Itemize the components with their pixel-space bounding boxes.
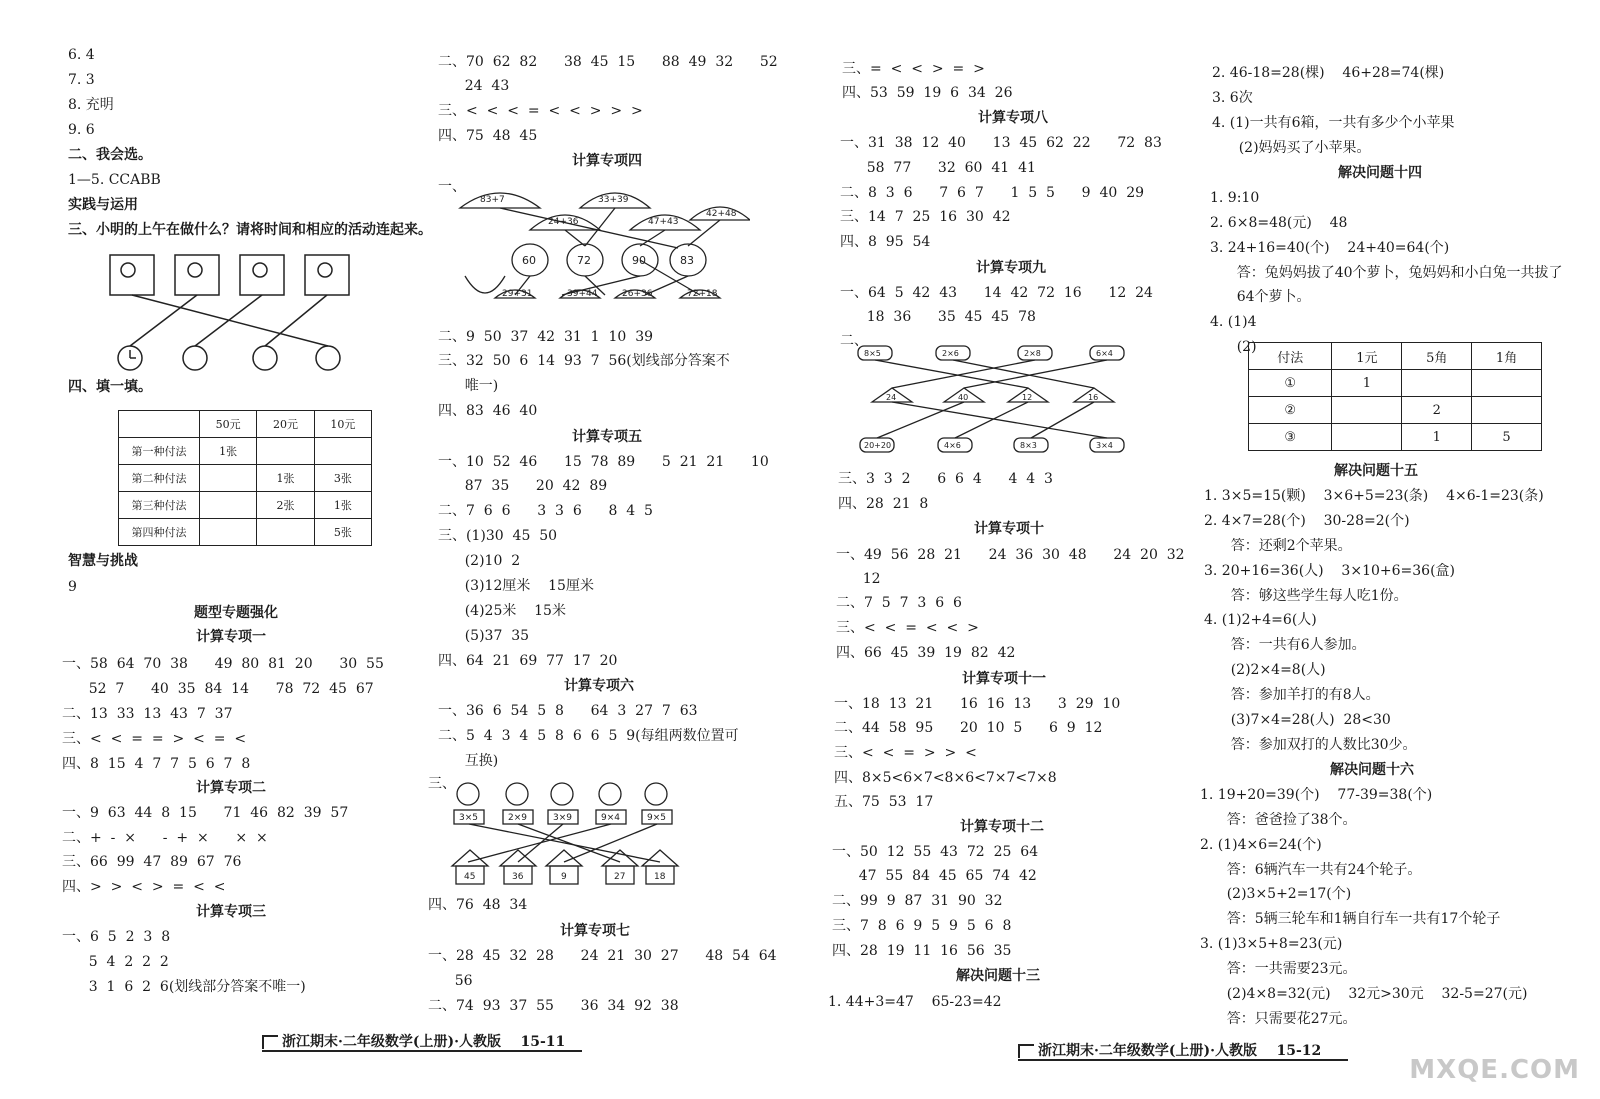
table-cell: 1 <box>1332 370 1402 397</box>
answer-line: 18 36 35 45 45 78 <box>840 309 1036 325</box>
animal-card-label: 3×9 <box>553 813 572 823</box>
answer-line: 4. (1)一共有6箱，一共有多少个小苹果 <box>1212 115 1455 131</box>
answer-line: (3)7×4=28(人) 28<30 <box>1204 712 1391 728</box>
block-title: 计算专项九 <box>976 260 1046 276</box>
answer-line: 四、28 19 11 16 56 35 <box>832 943 1012 959</box>
answer-line: 答：只需要花27元。 <box>1200 1011 1357 1027</box>
table-cell: 1 <box>1402 424 1472 451</box>
answer-line: 二、9 50 37 42 31 1 10 39 <box>438 329 654 345</box>
answer-line: 答：爸爸捡了38个。 <box>1200 812 1357 828</box>
answer-line: 4. (1)2+4=6(人) <box>1204 612 1317 628</box>
mushroom-top-label: 83+7 <box>480 195 505 205</box>
page-footer-right <box>1018 1040 1321 1060</box>
answer-line: 三、3 3 2 6 6 4 4 4 3 <box>838 471 1053 487</box>
table-cell: ③ <box>1249 424 1332 451</box>
answer-line: 4. (1)4 <box>1210 314 1257 330</box>
answer-line: 四、8 95 54 <box>840 234 931 250</box>
answer-line: 二、44 58 95 20 10 5 6 9 12 <box>834 720 1103 736</box>
answer-line: (2)4×8=32(元) 32元>30元 32-5=27(元) <box>1200 986 1528 1002</box>
answer-line: 一、50 12 55 43 72 25 64 <box>832 844 1039 860</box>
top-card-label: 8×5 <box>864 349 881 358</box>
table-cell: 50元 <box>200 411 257 438</box>
mushroom-bottom-label: 72+18 <box>687 289 718 299</box>
basket-label: 72 <box>577 254 591 267</box>
answer-line: 52 7 40 35 84 14 78 72 45 67 <box>62 681 374 697</box>
answer-line: 9 <box>68 579 77 595</box>
answer-line: (2) <box>1210 339 1257 355</box>
answer-line: 四、28 21 8 <box>838 496 929 512</box>
block-title: 计算专项十二 <box>960 819 1044 835</box>
answer-line: 一、6 5 2 3 8 <box>62 929 171 945</box>
answer-line: 一、28 45 32 28 24 21 30 27 48 54 64 <box>428 948 777 964</box>
answer-line: 答：参加双打的人数比30少。 <box>1204 737 1417 753</box>
answer-line: 1—5. CCABB <box>68 172 161 188</box>
answer-line: 唯一) <box>438 378 499 394</box>
answer-line: 47 55 84 45 65 74 42 <box>832 868 1037 884</box>
middle-label: 40 <box>958 393 969 402</box>
top-card-label: 2×8 <box>1024 349 1041 358</box>
question-line: 三、小明的上午在做什么？请将时间和相应的活动连起来。 <box>68 222 432 238</box>
answer-line: 1. 44+3=47 65-23=42 <box>828 994 1002 1010</box>
mushroom-top-label: 47+43 <box>648 217 679 227</box>
answer-line: 6. 4 <box>68 47 95 63</box>
answer-line: 三、< < = = > < = < <box>62 731 247 747</box>
top-card-label: 2×6 <box>942 349 959 358</box>
answer-line: 答：一共需要23元。 <box>1200 961 1357 977</box>
answer-line: 三、32 50 6 14 93 7 56(划线部分答案不 <box>438 353 730 369</box>
answer-line: 56 <box>428 973 473 989</box>
mushroom-bottom-label: 29+31 <box>502 289 533 299</box>
answer-line: 一、49 56 28 21 24 36 30 48 24 20 32 <box>836 547 1185 563</box>
answer-line: 一、36 6 54 5 8 64 3 27 7 63 <box>438 703 698 719</box>
block-title: 计算专项十一 <box>962 671 1046 687</box>
answer-line: 四、> > < > = < < <box>62 879 226 895</box>
answer-line: 二、7 6 6 3 3 6 8 4 5 <box>438 503 653 519</box>
middle-label: 24 <box>886 393 897 402</box>
answer-line: (5)37 35 <box>438 628 530 644</box>
answer-line: 二、74 93 37 55 36 34 92 38 <box>428 998 679 1014</box>
table-cell: 第四种付法 <box>119 519 200 546</box>
answer-line: 四、66 45 39 19 82 42 <box>836 645 1016 661</box>
house-label: 45 <box>464 872 476 882</box>
answer-line: 3. 20+16=36(人) 3×10+6=36(盒) <box>1204 563 1455 579</box>
coin-payment-table <box>1248 342 1542 451</box>
animal-card-label: 9×4 <box>601 813 620 823</box>
answer-line: 2. 46-18=28(棵) 46+28=74(棵) <box>1212 65 1445 81</box>
table-row <box>119 492 372 519</box>
answer-line: 四、75 48 45 <box>438 128 538 144</box>
answer-line: 三、66 99 47 89 67 76 <box>62 854 242 870</box>
mushroom-top-label: 33+39 <box>598 195 629 205</box>
footer-bracket-icon <box>262 1035 278 1049</box>
table-cell: 2张 <box>257 492 314 519</box>
watermark: MXQE.COM <box>1409 1055 1580 1085</box>
table-cell <box>314 438 371 465</box>
block-title: 计算专项八 <box>978 110 1048 126</box>
table-row <box>119 465 372 492</box>
block-title: 解决问题十四 <box>1338 165 1422 181</box>
middle-label: 16 <box>1088 393 1099 402</box>
table-header-row <box>1249 343 1542 370</box>
answer-line: (2)2×4=8(人) <box>1204 662 1326 678</box>
basket-label: 90 <box>632 254 646 267</box>
table-cell: 10元 <box>314 411 371 438</box>
section-heading: 实践与运用 <box>68 197 138 213</box>
footer-text: 浙江期末·二年级数学(上册)·人教版 15-12 <box>1038 1043 1322 1059</box>
section-heading: 二、我会选。 <box>68 147 152 163</box>
animal-card-label: 2×9 <box>508 813 527 823</box>
answer-line: 四、83 46 40 <box>438 403 538 419</box>
answer-line: 3. (1)3×5+8=23(元) <box>1200 936 1343 952</box>
answer-line: 二、70 62 82 38 45 15 88 49 32 52 <box>438 54 778 70</box>
answer-line: 二、8 3 6 7 6 7 1 5 5 9 40 29 <box>840 185 1145 201</box>
answer-line: 1. 3×5=15(颗) 3×6+5=23(条) 4×6-1=23(条) <box>1204 488 1544 504</box>
footer-underline <box>1018 1059 1348 1061</box>
answer-line: 答：5辆三轮车和1辆自行车一共有17个轮子 <box>1200 911 1501 927</box>
answer-line: 答：够这些学生每人吃1份。 <box>1204 588 1408 604</box>
table-cell: 付法 <box>1249 343 1332 370</box>
answer-line: 四、8×5<6×7<8×6<7×7<7×8 <box>834 770 1057 786</box>
animal-card-label: 3×5 <box>459 813 478 823</box>
table-cell: 1角 <box>1472 343 1542 370</box>
table-cell <box>200 519 257 546</box>
answer-line: 9. 6 <box>68 122 95 138</box>
animal-card-label: 9×5 <box>647 813 666 823</box>
section-title: 题型专题强化 <box>194 605 278 621</box>
answer-line: 二、7 5 7 3 6 6 <box>836 595 962 611</box>
answer-line: 5 4 2 2 2 <box>62 954 169 970</box>
answer-line: 四、8 15 4 7 7 5 6 7 8 <box>62 756 251 772</box>
table-cell: 1元 <box>1332 343 1402 370</box>
table-cell: 20元 <box>257 411 314 438</box>
table-cell: 1张 <box>257 465 314 492</box>
bottom-card-label: 8×3 <box>1020 441 1037 450</box>
table-cell <box>257 438 314 465</box>
block-title: 解决问题十六 <box>1330 762 1414 778</box>
table-cell <box>1402 370 1472 397</box>
table-cell: 1张 <box>314 492 371 519</box>
answer-line: (2)妈妈买了小苹果。 <box>1212 140 1371 156</box>
section-heading: 智慧与挑战 <box>68 553 138 569</box>
answer-line: 64个萝卜。 <box>1210 289 1311 305</box>
answer-line: 四、53 59 19 6 34 26 <box>842 85 1013 101</box>
answer-line: 答：兔妈妈拔了40个萝卜，兔妈妈和小白兔一共拔了 <box>1210 265 1563 281</box>
multiplication-matching <box>852 338 1132 462</box>
answer-line: 答：还剩2个苹果。 <box>1204 538 1352 554</box>
table-cell: 5角 <box>1402 343 1472 370</box>
answer-line: 3. 6次 <box>1212 90 1253 106</box>
top-card-label: 6×4 <box>1096 349 1113 358</box>
block-title: 计算专项六 <box>564 678 634 694</box>
block-title: 解决问题十三 <box>956 968 1040 984</box>
answer-line: 二、 <box>840 333 868 349</box>
house-label: 9 <box>561 872 567 882</box>
table-cell: 5 <box>1472 424 1542 451</box>
payment-table <box>118 410 372 546</box>
answer-line: 一、58 64 70 38 49 80 81 20 30 55 <box>62 656 384 672</box>
answer-line: 答：一共有6人参加。 <box>1204 637 1366 653</box>
answer-line: 四、64 21 69 77 17 20 <box>438 653 618 669</box>
block-title: 计算专项五 <box>572 429 642 445</box>
table-cell <box>1472 370 1542 397</box>
mushroom-bottom-label: 26+36 <box>622 289 653 299</box>
activity-matching-illustration <box>100 250 360 372</box>
mushroom-basket-matching <box>450 180 750 320</box>
answer-line: (4)25米 15米 <box>438 603 566 619</box>
answer-line: 24 43 <box>438 78 510 94</box>
answer-line: 7. 3 <box>68 72 95 88</box>
answer-line: 一、9 63 44 8 15 71 46 82 39 57 <box>62 805 349 821</box>
answer-line: 二、+ - × - + × × × <box>62 830 268 846</box>
footer-underline <box>262 1050 582 1052</box>
table-cell <box>200 492 257 519</box>
answer-line: 8. 充明 <box>68 97 114 113</box>
block-title: 计算专项十 <box>974 521 1044 537</box>
block-title: 计算专项七 <box>560 923 630 939</box>
table-cell <box>200 465 257 492</box>
answer-line: 三、14 7 25 16 30 42 <box>840 209 1011 225</box>
answer-line: 三、(1)30 45 50 <box>438 528 558 544</box>
basket-label: 60 <box>522 254 536 267</box>
middle-label: 12 <box>1022 393 1033 402</box>
bottom-card-label: 4×6 <box>944 441 961 450</box>
mushroom-top-label: 42+48 <box>706 209 737 219</box>
fill-in-heading: 四、填一填。 <box>68 379 152 395</box>
table-row <box>119 438 372 465</box>
answer-line: 二、99 9 87 31 90 32 <box>832 893 1003 909</box>
table-cell: 1张 <box>200 438 257 465</box>
answer-line: 2. 6×8=48(元) 48 <box>1210 215 1348 231</box>
mushroom-bottom-label: 39+44 <box>567 289 598 299</box>
table-cell: 第一种付法 <box>119 438 200 465</box>
house-label: 36 <box>512 872 524 882</box>
answer-line: 一、18 13 21 16 16 13 3 29 10 <box>834 696 1121 712</box>
table-cell: ② <box>1249 397 1332 424</box>
table-header-row <box>119 411 372 438</box>
answer-line: 三、 <box>428 776 456 792</box>
answer-line: 互换) <box>438 753 499 769</box>
answer-line: 一、64 5 42 43 14 42 72 16 12 24 <box>840 285 1153 301</box>
basket-label: 83 <box>680 254 694 267</box>
mushroom-top-label: 24+36 <box>548 217 579 227</box>
answer-line: 1. 19+20=39(个) 77-39=38(个) <box>1200 787 1433 803</box>
answer-line: 二、13 33 13 43 7 37 <box>62 706 233 722</box>
answer-line: 一、31 38 12 40 13 45 62 22 72 83 <box>840 135 1162 151</box>
answer-line: 一、 <box>438 179 466 195</box>
table-row <box>1249 424 1542 451</box>
answer-line: 2. (1)4×6=24(个) <box>1200 837 1322 853</box>
answer-line: 2. 4×7=28(个) 30-28=2(个) <box>1204 513 1410 529</box>
block-title: 计算专项一 <box>196 629 266 645</box>
footer-bracket-icon <box>1018 1044 1034 1058</box>
block-title: 计算专项三 <box>196 904 266 920</box>
house-label: 27 <box>614 872 626 882</box>
table-cell: 2 <box>1402 397 1472 424</box>
table-cell: 3张 <box>314 465 371 492</box>
block-title: 计算专项四 <box>572 153 642 169</box>
answer-line: 三、7 8 6 9 5 9 5 6 8 <box>832 918 1012 934</box>
table-row <box>1249 370 1542 397</box>
answer-line: 58 77 32 60 41 41 <box>840 160 1036 176</box>
answer-line: 三、< < = > > < <box>834 745 977 761</box>
answer-line: 二、5 4 3 4 5 8 6 6 5 9(每组两数位置可 <box>438 728 739 744</box>
page-footer-left <box>262 1031 565 1051</box>
answer-line: 五、75 53 17 <box>834 794 934 810</box>
answer-line: 3 1 6 2 6(划线部分答案不唯一) <box>62 979 306 995</box>
block-title: 计算专项二 <box>196 780 266 796</box>
answer-line: 一、10 52 46 15 78 89 5 21 21 10 <box>438 454 769 470</box>
answer-line: 1. 9:10 <box>1210 190 1260 206</box>
answer-line: 12 <box>836 571 881 587</box>
bottom-card-label: 20+20 <box>864 441 892 450</box>
bottom-card-label: 3×4 <box>1096 441 1113 450</box>
table-cell <box>257 519 314 546</box>
table-cell <box>1332 424 1402 451</box>
answer-line: (3)12厘米 15厘米 <box>438 578 594 594</box>
block-title: 解决问题十五 <box>1334 463 1418 479</box>
answer-line: 87 35 20 42 89 <box>438 478 608 494</box>
answer-line: 答：参加羊打的有8人。 <box>1204 687 1380 703</box>
animal-house-matching <box>440 778 690 888</box>
answer-line: 四、76 48 34 <box>428 897 528 913</box>
answer-line: 三、< < < = < < > > > <box>438 103 643 119</box>
table-cell: 第二种付法 <box>119 465 200 492</box>
table-cell <box>119 411 200 438</box>
answer-line: (2)3×5+2=17(个) <box>1200 886 1352 902</box>
table-cell: 5张 <box>314 519 371 546</box>
house-label: 18 <box>654 872 666 882</box>
answer-line: 三、< < = < < > <box>836 620 979 636</box>
table-row <box>1249 397 1542 424</box>
table-cell: 第三种付法 <box>119 492 200 519</box>
answer-line: (2)10 2 <box>438 553 521 569</box>
table-cell <box>1332 397 1402 424</box>
table-row <box>119 519 372 546</box>
table-cell <box>1472 397 1542 424</box>
answer-line: 答：6辆汽车一共有24个轮子。 <box>1200 862 1422 878</box>
answer-line: 3. 24+16=40(个) 24+40=64(个) <box>1210 240 1450 256</box>
footer-text: 浙江期末·二年级数学(上册)·人教版 15-11 <box>282 1034 566 1050</box>
table-cell: ① <box>1249 370 1332 397</box>
answer-line: 三、= < < > = > <box>842 61 985 77</box>
